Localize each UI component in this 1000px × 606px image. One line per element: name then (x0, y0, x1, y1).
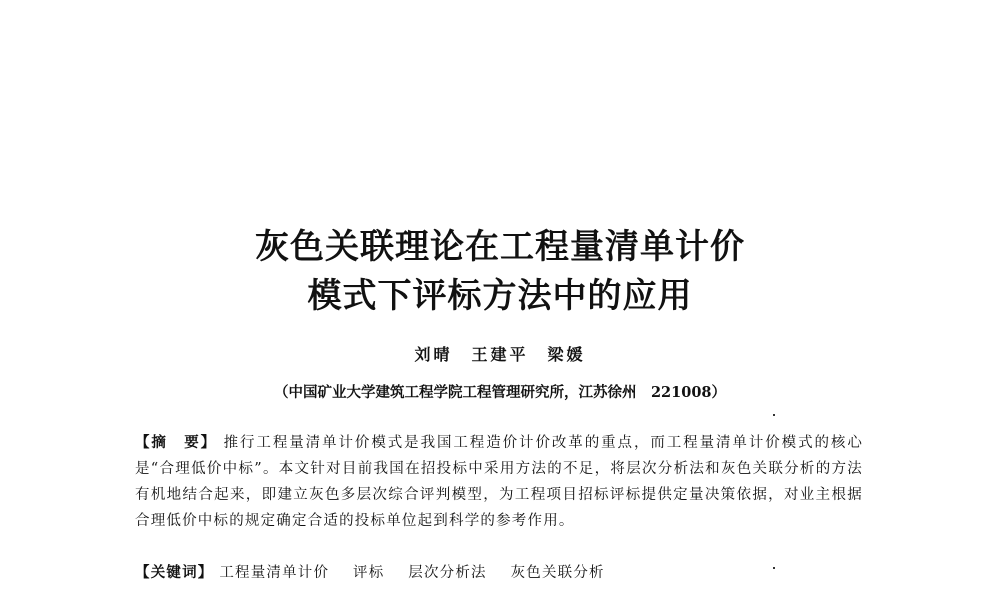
abstract (135, 430, 863, 534)
affiliation: （中国矿业大学建筑工程学院工程管理研究所，江苏徐州 221008） (273, 384, 727, 401)
keywords-label: 【关键词】 (135, 564, 214, 581)
keyword: 灰色关联分析 (510, 565, 605, 581)
paper-title-line-2: 模式下评标方法中的应用 (307, 276, 693, 316)
abstract-label: 【摘 要】 (135, 434, 218, 451)
abstract-text: 推行工程量清单计价模式是我国工程造价计价改革的重点，而工程量清单计价模式的核心是“合理低价中标”。本文针对目前我国在招投标中采用方法的不足，将层次分析法和灰色关联分析的方法有机地结合起来，即建立灰色多层次综合评判模型，为工程项目招标评标提供定量决策依据，对业主根据合理低价中标的规定确定合适的投标单位起到科学的参考作用。 (135, 435, 864, 529)
scan-speck (773, 414, 775, 416)
keywords (135, 561, 863, 582)
keyword: 评标 (353, 565, 385, 581)
keyword: 工程量清单计价 (219, 565, 330, 581)
paper-title-line-1: 灰色关联理论在工程量清单计价 (255, 227, 745, 267)
keyword: 层次分析法 (408, 565, 487, 581)
author-list: 刘晴 王建平 梁媛 (414, 345, 586, 364)
